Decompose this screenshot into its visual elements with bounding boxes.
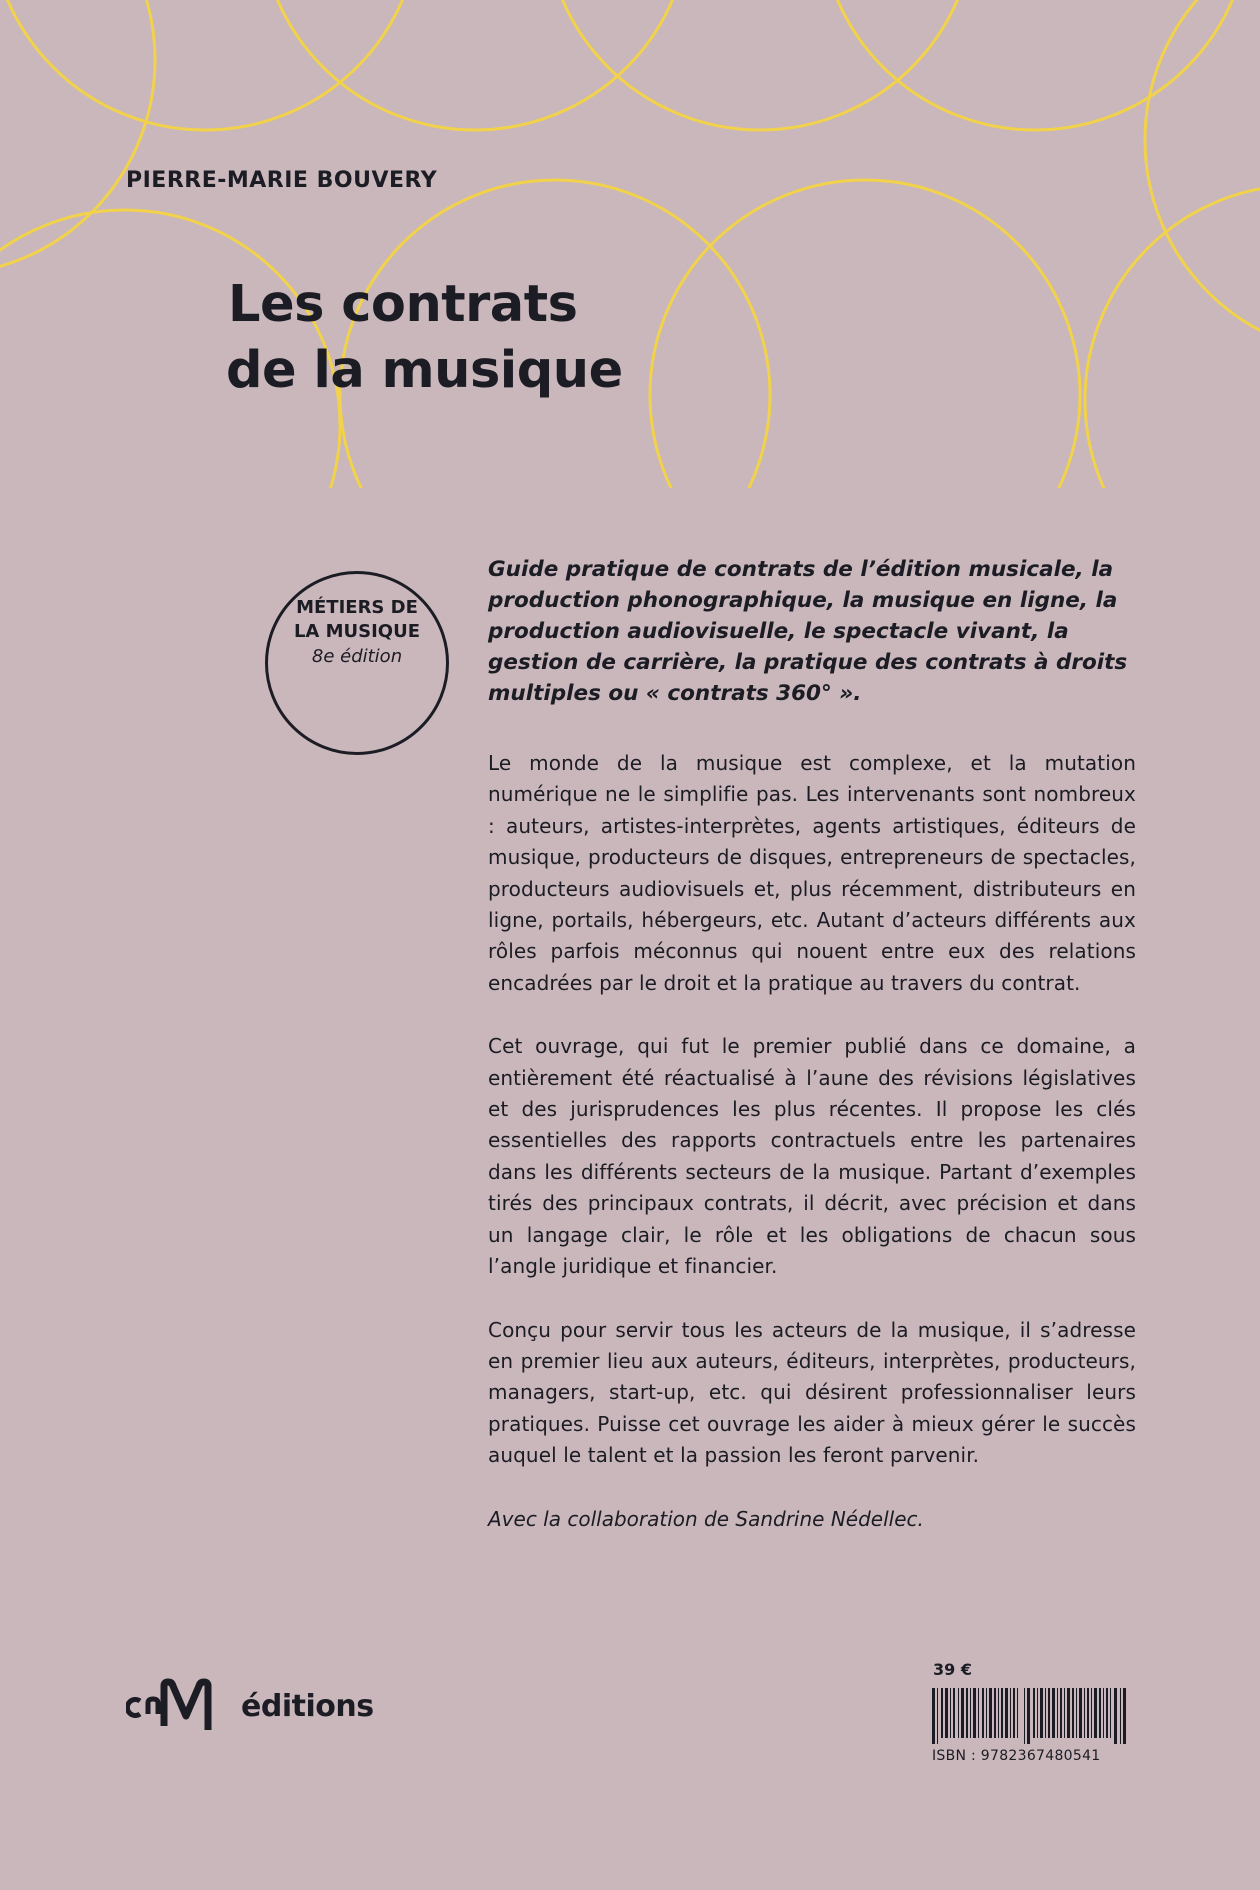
badge-line-1: MÉTIERS DE — [296, 597, 418, 618]
barcode-icon — [932, 1688, 1126, 1744]
cnm-logo-icon — [126, 1676, 238, 1734]
publisher-logo — [126, 1676, 374, 1734]
badge-line-2: LA MUSIQUE — [293, 621, 421, 642]
title-line-1: Les contrats — [228, 275, 578, 334]
book-title — [228, 272, 623, 404]
badge-edition: 8e édition — [311, 646, 403, 667]
isbn: ISBN : 9782367480541 — [932, 1748, 1101, 1764]
paragraph-2: Cet ouvrage, qui fut le premier publié dans ce domaine, a entièrement été réactualisé à l’aune des révisions législatives et des jurisprudences les plus récentes. Il propose les clés essentielles des rapports contractuels entre les partenaires dans les différents secteurs de la musique. Partant d’exemples tirés des principaux contrats, il décrit, avec précision et dans un langage clair, le rôle et les obligations de chacun sous l’angle juridique et financier. — [488, 1034, 1136, 1279]
intro-text: Guide pratique de contrats de l’édition musicale, la production phonographique, la musique en ligne, la production audiovisuelle, le spectacle vivant, la gestion de carrière, la pratique des contrats à droits multiples ou « contrats 360° ». — [488, 557, 1128, 706]
collaboration-credit: Avec la collaboration de Sandrine Nédellec. — [488, 1506, 924, 1531]
paragraph-1: Le monde de la musique est complexe, et la mutation numérique ne le simplifie pas. Les intervenants sont nombreux : auteurs, artistes-interprètes, agents artistiques, éditeurs de musique, producteurs de disques, entrepreneurs de spectacles, producteurs audiovisuels et, plus récemment, distributeurs en ligne, portails, hébergeurs, etc. Autant d’acteurs différents aux rôles parfois méconnus qui nouent entre eux des relations encadrées par le droit et la pratique au travers du contrat. — [488, 751, 1136, 995]
title-line-2: de la musique — [226, 341, 623, 400]
author-name: PIERRE-MARIE BOUVERY — [126, 168, 438, 193]
price: 39 € — [933, 1660, 972, 1679]
decorative-circles — [0, 0, 1260, 490]
paragraph-3: Conçu pour servir tous les acteurs de la musique, il s’adresse en premier lieu aux auteurs, éditeurs, interprètes, producteurs, managers, start-up, etc. qui désirent professionnaliser leurs pratiques. Puisse cet ouvrage les aider à mieux gérer le succès auquel le talent et la passion les feront parvenir. — [488, 1317, 1136, 1468]
back-cover-text — [488, 554, 1136, 1535]
publisher-name: éditions — [241, 1688, 374, 1724]
collection-badge — [265, 571, 449, 755]
